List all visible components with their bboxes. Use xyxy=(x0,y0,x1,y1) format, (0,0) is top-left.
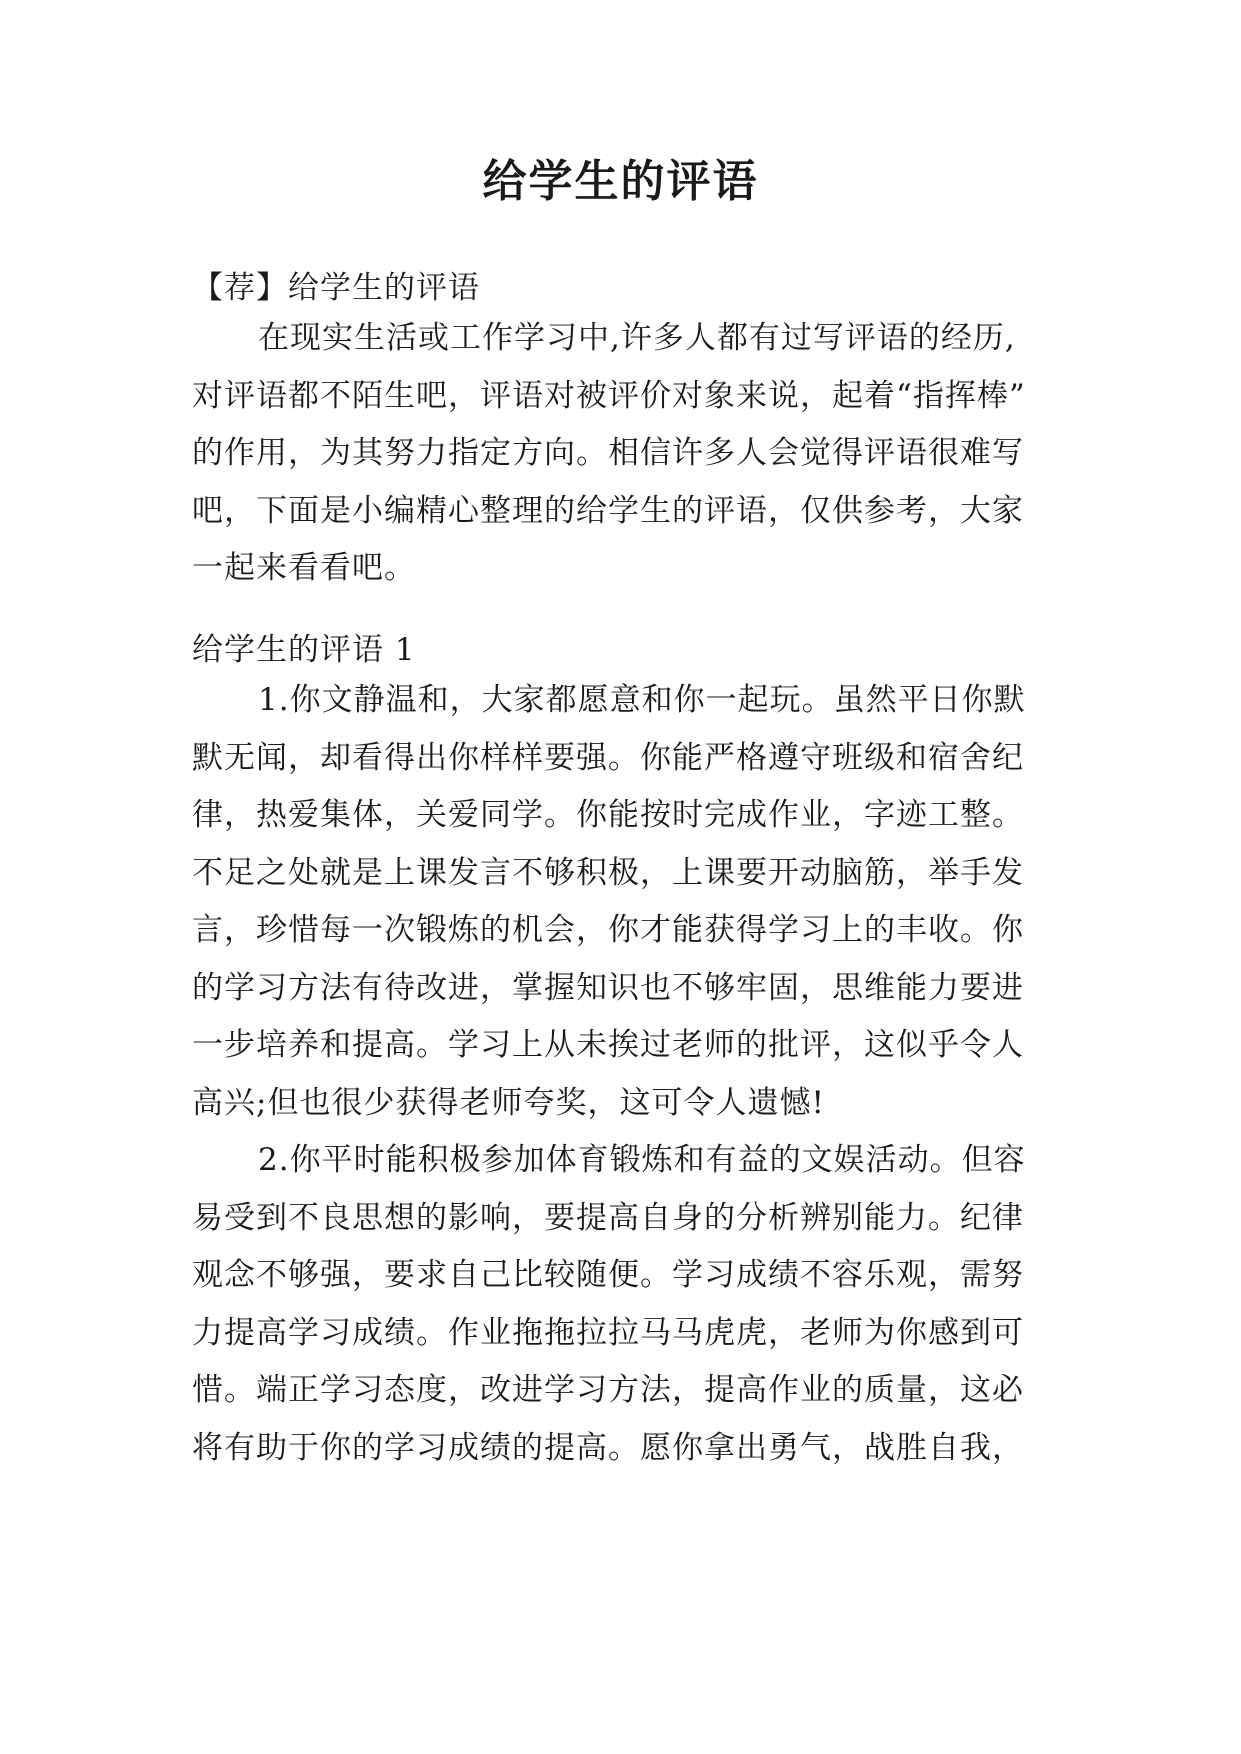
paragraph-line: 的学习方法有待改进，掌握知识也不够牢固，思维能力要进 xyxy=(192,969,1024,1006)
paragraph-line: 言，珍惜每一次锻炼的机会，你才能获得学习上的丰收。你 xyxy=(192,912,1024,948)
paragraph-2 xyxy=(192,1132,1062,1477)
intro-line: 在现实生活或工作学习中,许多人都有过写评语的经历, xyxy=(258,320,1016,356)
paragraph-line: 不足之处就是上课发言不够积极，上课要开动脑筋，举手发 xyxy=(192,854,1024,891)
intro-paragraph xyxy=(192,310,1062,598)
paragraph-1 xyxy=(192,672,1062,1132)
paragraph-line: 力提高学习成绩。作业拖拖拉拉马马虎虎，老师为你感到可 xyxy=(192,1314,1024,1351)
page-title: 给学生的评语 xyxy=(482,156,759,207)
paragraph-line: 一步培养和提高。学习上从未挨过老师的批评，这似乎令人 xyxy=(192,1027,1024,1063)
recommend-label: 【荐】给学生的评语 xyxy=(192,270,480,306)
section-heading: 给学生的评语 1 xyxy=(192,632,416,668)
intro-line: 吧，下面是小编精心整理的给学生的评语，仅供参考，大家 xyxy=(192,492,1024,529)
intro-line: 对评语都不陌生吧，评语对被评价对象来说，起着“指挥棒” xyxy=(192,377,1026,414)
paragraph-line: 观念不够强，要求自己比较随便。学习成绩不容乐观，需努 xyxy=(192,1257,1024,1293)
intro-line: 的作用，为其努力指定方向。相信许多人会觉得评语很难写 xyxy=(192,435,1024,471)
paragraph-line: 1.你文静温和，大家都愿意和你一起玩。虽然平日你默 xyxy=(258,682,1026,718)
paragraph-line: 2.你平时能积极参加体育锻炼和有益的文娱活动。但容 xyxy=(258,1142,1026,1178)
paragraph-line: 默无闻，却看得出你样样要强。你能严格遵守班级和宿舍纪 xyxy=(192,739,1024,776)
paragraph-line: 高兴;但也很少获得老师夸奖，这可令人遗憾! xyxy=(192,1084,825,1121)
paragraph-line: 律，热爱集体，关爱同学。你能按时完成作业，字迹工整。 xyxy=(192,797,1024,833)
intro-line: 一起来看看吧。 xyxy=(192,550,416,586)
paragraph-line: 易受到不良思想的影响，要提高自身的分析辨别能力。纪律 xyxy=(192,1199,1024,1236)
section-heading-block xyxy=(192,622,1062,680)
paragraph-line: 将有助于你的学习成绩的提高。愿你拿出勇气，战胜自我， xyxy=(192,1429,1024,1466)
paragraph-line: 惜。端正学习态度，改进学习方法，提高作业的质量，这必 xyxy=(192,1372,1024,1408)
recommend-label-block xyxy=(192,260,1062,318)
